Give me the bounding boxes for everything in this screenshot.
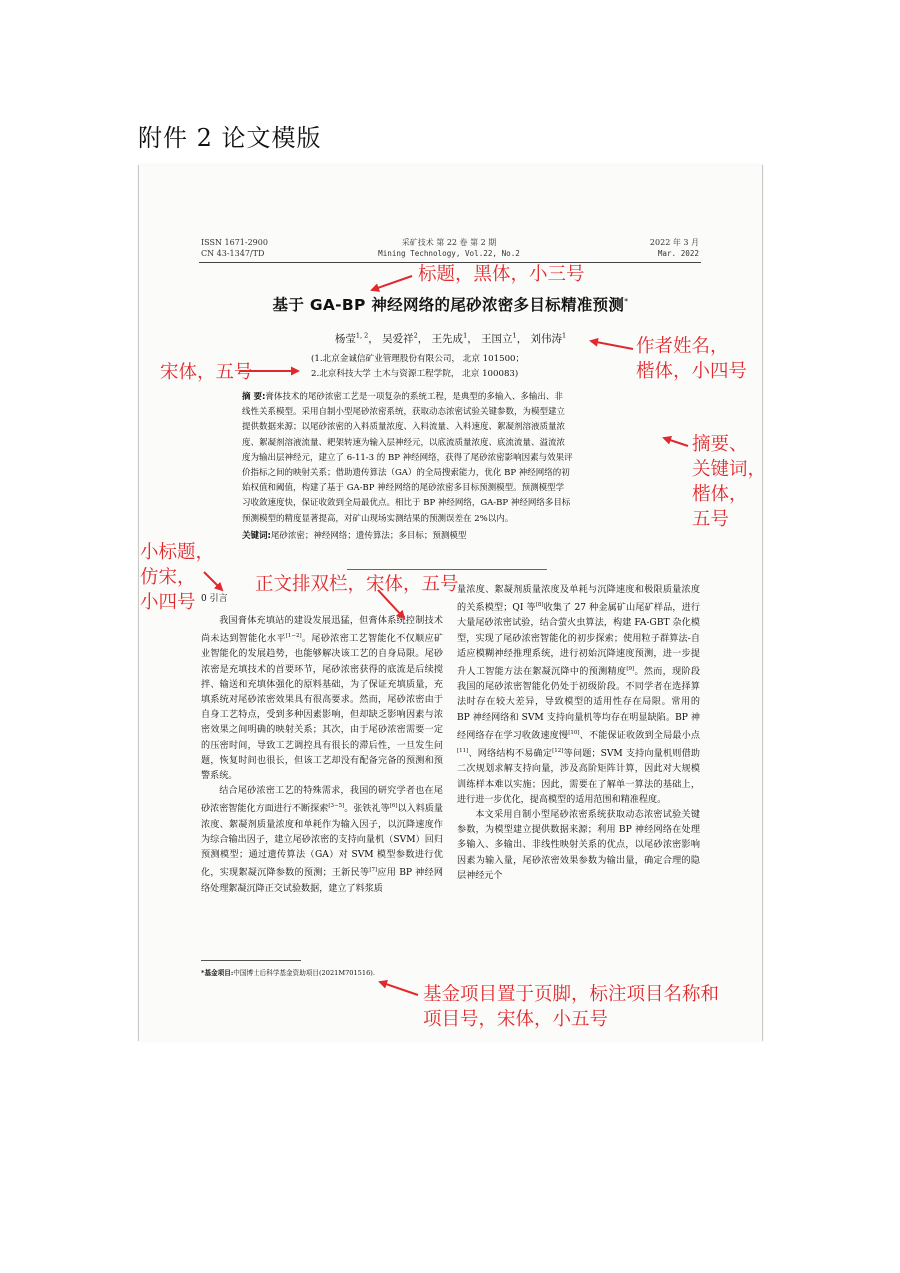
annotation-author-format: 作者姓名， 楷体，小四号 <box>636 336 748 382</box>
affiliation-line: (1.北京金诚信矿业管理股份有限公司， 北京 101500； <box>311 354 525 364</box>
keywords-label: 关键词: <box>242 531 271 541</box>
annotation-title-format: 标题，黑体，小三号 <box>418 264 585 285</box>
arrow-author <box>591 341 633 349</box>
body-paragraph: 量浓度、絮凝剂质量浓度及单耗与沉降速度和极限质量浓度的关系模型；QI 等[8]收集了 27 种金属矿山尾矿样品，进行大量尾砂浓密试验，结合萤火虫算法，构建 FA-GBT 杂化模型，实现了尾砂浓密智能化的初步探索；使用粒子群算法-自适应模糊神经推理系统，进行初始沉降速度预测，进一步提升人工智能方法在絮凝沉降中的预测精度[9]。然而，现阶段我国的尾砂浓密智能化仍处于初级阶段。不同学者在选择算法时存在较大差异，导致模型的适用性存在局限。常用的 BP 神经网络和 SVM 支持向量机等均存在明显缺陷。BP 神经网络存在学习收敛速度慢[10]、不能保证收敛到全局最小点[11]、网络结构不易确定[12]等问题；SVM 支持向量机则借助二次规划求解支持向量，涉及高阶矩阵计算，因此对大规模训练样本难以实施；因此，需要在了解单一算法的基础上，进行进一步优化，提高模型的适用范围和精准程度。 <box>457 585 700 805</box>
abstract-line: 度、絮凝剂溶液流量、耙架转速为输入层神经元，以底流质量浓度、底流流量、溢流浓 <box>242 437 566 448</box>
footnote-label: *基金项目: <box>201 969 234 977</box>
citation-ref: [1−2] <box>285 633 302 640</box>
citation-ref: [12] <box>552 748 564 755</box>
citation-ref: [8] <box>535 602 544 609</box>
abstract-line: 度为输出层神经元，建立了 6-11-3 的 BP 神经网络，获得了尾砂浓密影响因素与效果评 <box>242 452 573 463</box>
annotation-body-format: 正文排双栏，宋体，五号 <box>255 574 459 595</box>
date-en: Mar. 2022 <box>657 249 699 258</box>
footnote-text: 中国博士后科学基金资助项目(2021M701516). <box>233 969 375 977</box>
body-paragraph: 我国膏体充填站的建设发展迅猛，但膏体系统控制技术尚未达到智能化水平[1−2]。尾砂浓密工艺智能化不仅顺应矿业智能化的发展趋势，也能够解决该工艺的自身局限。尾砂浓密是充填技术的首要环节，尾砂浓密获得的底流是后续搅拌、输送和充填体强化的原料基础，为了保证充填质量，充填系统对尾砂浓密效果具有很高要求。然而，尾砂浓密由于自身工艺特点，受到多种因素影响，但却缺乏影响因素与浓密效果之间明确的映射关系；其次，由于尾砂浓密需要一定的压密时间，导致工艺调控具有很长的滞后性，一旦发生问题，恢复时间也很长，但该工艺却没有配备完备的预测和预警系统。 <box>201 616 443 782</box>
arrow-title <box>372 276 412 290</box>
journal-en: Mining Technology, Vol.22, No.2 <box>378 249 520 258</box>
citation-ref: [11] <box>457 748 469 755</box>
annotation-abstract-format: 摘要、 关键词， 楷体， 五号 <box>692 434 767 530</box>
cn-number: CN 43-1347/TD <box>201 249 265 258</box>
author: 王先成$^1$， <box>431 331 478 345</box>
author: 杨莹$^{1, 2}$， <box>334 331 379 345</box>
title-footnote-mark: * <box>624 296 629 306</box>
citation-ref: [7] <box>369 867 378 874</box>
citation-ref: [9] <box>626 666 635 673</box>
author: 刘伟涛$^1$ <box>530 331 567 345</box>
abstract-line: 预测模型的精度显著提高，对矿山现场实测结果的预测误差在 2%以内。 <box>242 513 514 524</box>
section-title: 0 引言 <box>201 594 228 604</box>
abstract-line: 习收敛速度快，保证收敛到全局最优点。相比于 BP 神经网络，GA-BP 神经网络多目标 <box>242 498 571 509</box>
issn: ISSN 1671-2900 <box>201 238 268 247</box>
citation-ref: [3−5] <box>328 803 345 810</box>
annotation-subheading-format: 小标题， 仿宋， 小四号 <box>140 542 215 613</box>
date-cn: 2022 年 3 月 <box>649 238 699 247</box>
abstract-line: 摘 要:膏体技术的尾砂浓密工艺是一项复杂的系统工程，是典型的多输入、多输出、非 <box>242 392 563 402</box>
abstract-label: 摘 要: <box>242 392 266 402</box>
abstract-line: 提供数据来源；以尾砂浓密的入料质量浓度、入料流量、入料速度、絮凝剂溶液质量浓 <box>242 422 566 433</box>
abstract-line: 价指标之间的映射关系；借助遗传算法（GA）的全局搜索能力，优化 BP 神经网络的初 <box>242 468 570 479</box>
annotation-affiliation-format: 宋体，五号 <box>160 362 253 383</box>
citation-ref: [6] <box>389 803 398 810</box>
keywords-text: 尾砂浓密；神经网络；遗传算法；多目标；预测模型 <box>270 531 467 541</box>
citation-ref: [10] <box>568 729 580 736</box>
abstract-line: 线性关系模型。采用自制小型尾砂浓密系统，获取动态浓密试验关键参数，为模型建立 <box>242 407 566 418</box>
arrow-body <box>378 590 404 618</box>
affiliation-line: 2.北京科技大学 土木与资源工程学院， 北京 100083) <box>311 369 519 379</box>
arrow-abstract <box>664 438 688 446</box>
abstract-line: 始权值和阈值，构建了基于 GA-BP 神经网络的尾砂浓密多目标预测模型。预测模型学 <box>242 483 565 494</box>
paper-title-text: 基于 GA-BP 神经网络的尾砂浓密多目标精准预测 <box>272 296 625 314</box>
author: 吴爱祥$^2$， <box>382 331 429 345</box>
body-paragraph: 结合尾砂浓密工艺的特殊需求，我国的研究学者也在尾砂浓密智能化方面进行不断探索[3−5]。张铁礼等[6]以入料质量浓度、絮凝剂质量浓度和单耗作为输入因子，以沉降速度作为综合输出因子，建立尾砂浓密的支持向量机（SVM）回归预测模型；通过遗传算法（GA）对 SVM 模型参数进行优化，实现絮凝沉降参数的预测；王新民等[7]应用 BP 神经网络处理絮凝沉降正交试验数据，建立了料浆质 <box>201 786 443 894</box>
author: 王国立$^1$， <box>481 331 528 345</box>
annotation-footnote-format: 基金项目置于页脚，标注项目名称和 项目号，宋体，小五号 <box>423 984 720 1030</box>
journal-cn: 采矿技术 第 22 卷 第 2 期 <box>401 238 497 247</box>
body-paragraph: 本文采用自制小型尾砂浓密系统获取动态浓密试验关键参数，为模型建立提供数据来源；利用 BP 神经网络在处理多输入、多输出、非线性映射关系的优点，以尾砂浓密影响因素为输入量，尾砂浓密效果参数为输出量，确定合理的隐层神经元个 <box>457 809 700 881</box>
arrow-footnote <box>380 982 418 995</box>
page-heading: 附件 2 论文模版 <box>138 124 322 152</box>
arrow-subheading <box>204 572 222 590</box>
